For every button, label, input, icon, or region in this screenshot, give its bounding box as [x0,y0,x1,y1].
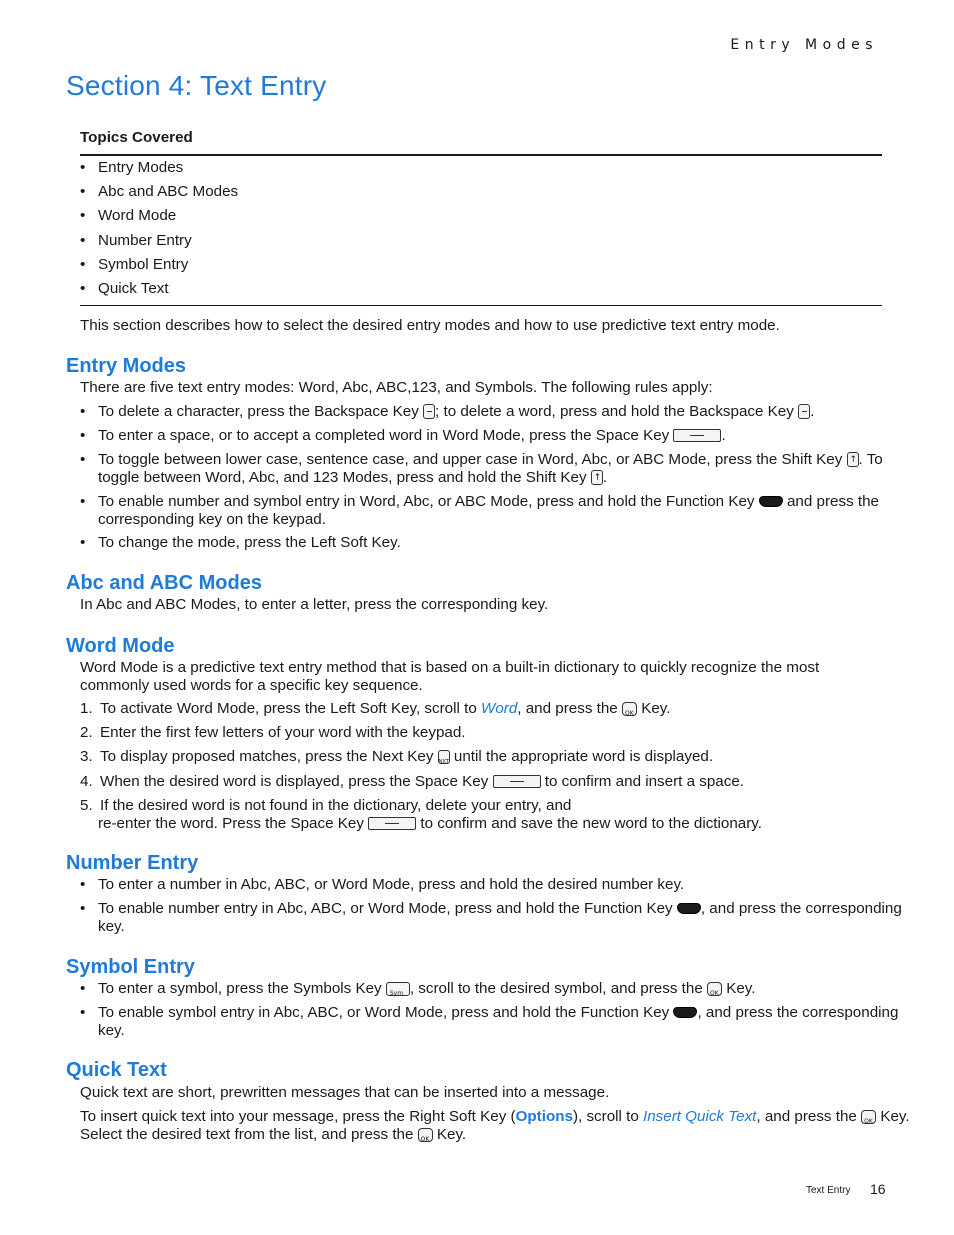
entry-modes-lead: There are five text entry modes: Word, Abc, ABC,123, and Symbols. The following rules apply: [80,379,713,396]
word-mode-paragraph: Word Mode is a predictive text entry method that is based on a built-in dictionary to quickly recognize the most commonly used words for a specific key sequence. [80,659,820,694]
ok-key-icon [622,702,637,716]
quick-text-paragraph-2: To insert quick text into your message, press the Right Soft Key (Options), scroll to Insert Quick Text, and press the OK Key. Select the desired text from the list, and press the OK Key. [80,1108,910,1143]
symbols-key-icon [386,982,410,996]
heading-abc-modes: Abc and ABC Modes [66,572,262,594]
shift-key-icon [847,452,859,467]
function-key-icon [673,1007,697,1018]
topics-label: Topics Covered [80,129,193,146]
topics-rule-top [80,154,882,156]
page-number: 16 [870,1181,886,1197]
ok-key-icon [418,1128,433,1142]
running-head: Entry Modes [730,37,878,53]
topics-rule-bottom [80,305,882,306]
ok-key-icon [707,982,722,996]
heading-word-mode: Word Mode [66,635,175,657]
section-title: Section 4: Text Entry [66,70,327,101]
ok-key-icon [861,1110,876,1124]
backspace-key-icon [798,404,810,419]
quick-text-paragraph-1: Quick text are short, prewritten messages that can be inserted into a message. [80,1084,610,1101]
next-key-icon [438,750,450,764]
function-key-icon [677,903,701,914]
intro-paragraph: This section describes how to select the desired entry modes and how to use predictive text entry mode. [80,317,780,334]
space-key-icon [368,817,416,830]
heading-number-entry: Number Entry [66,852,199,874]
abc-modes-text: In Abc and ABC Modes, to enter a letter, press the corresponding key. [80,596,549,613]
heading-quick-text: Quick Text [66,1059,167,1081]
insert-quick-text-option: Insert Quick Text [643,1108,757,1125]
shift-key-icon [591,470,603,485]
backspace-key-icon [423,404,435,419]
word-option: Word [480,700,518,717]
heading-entry-modes: Entry Modes [66,355,187,377]
space-key-icon [673,429,721,442]
heading-symbol-entry: Symbol Entry [66,956,195,978]
space-key-icon [493,775,541,788]
footer-section-label: Text Entry [806,1185,851,1196]
function-key-icon [759,496,783,507]
options-softkey-label: Options [515,1108,573,1125]
